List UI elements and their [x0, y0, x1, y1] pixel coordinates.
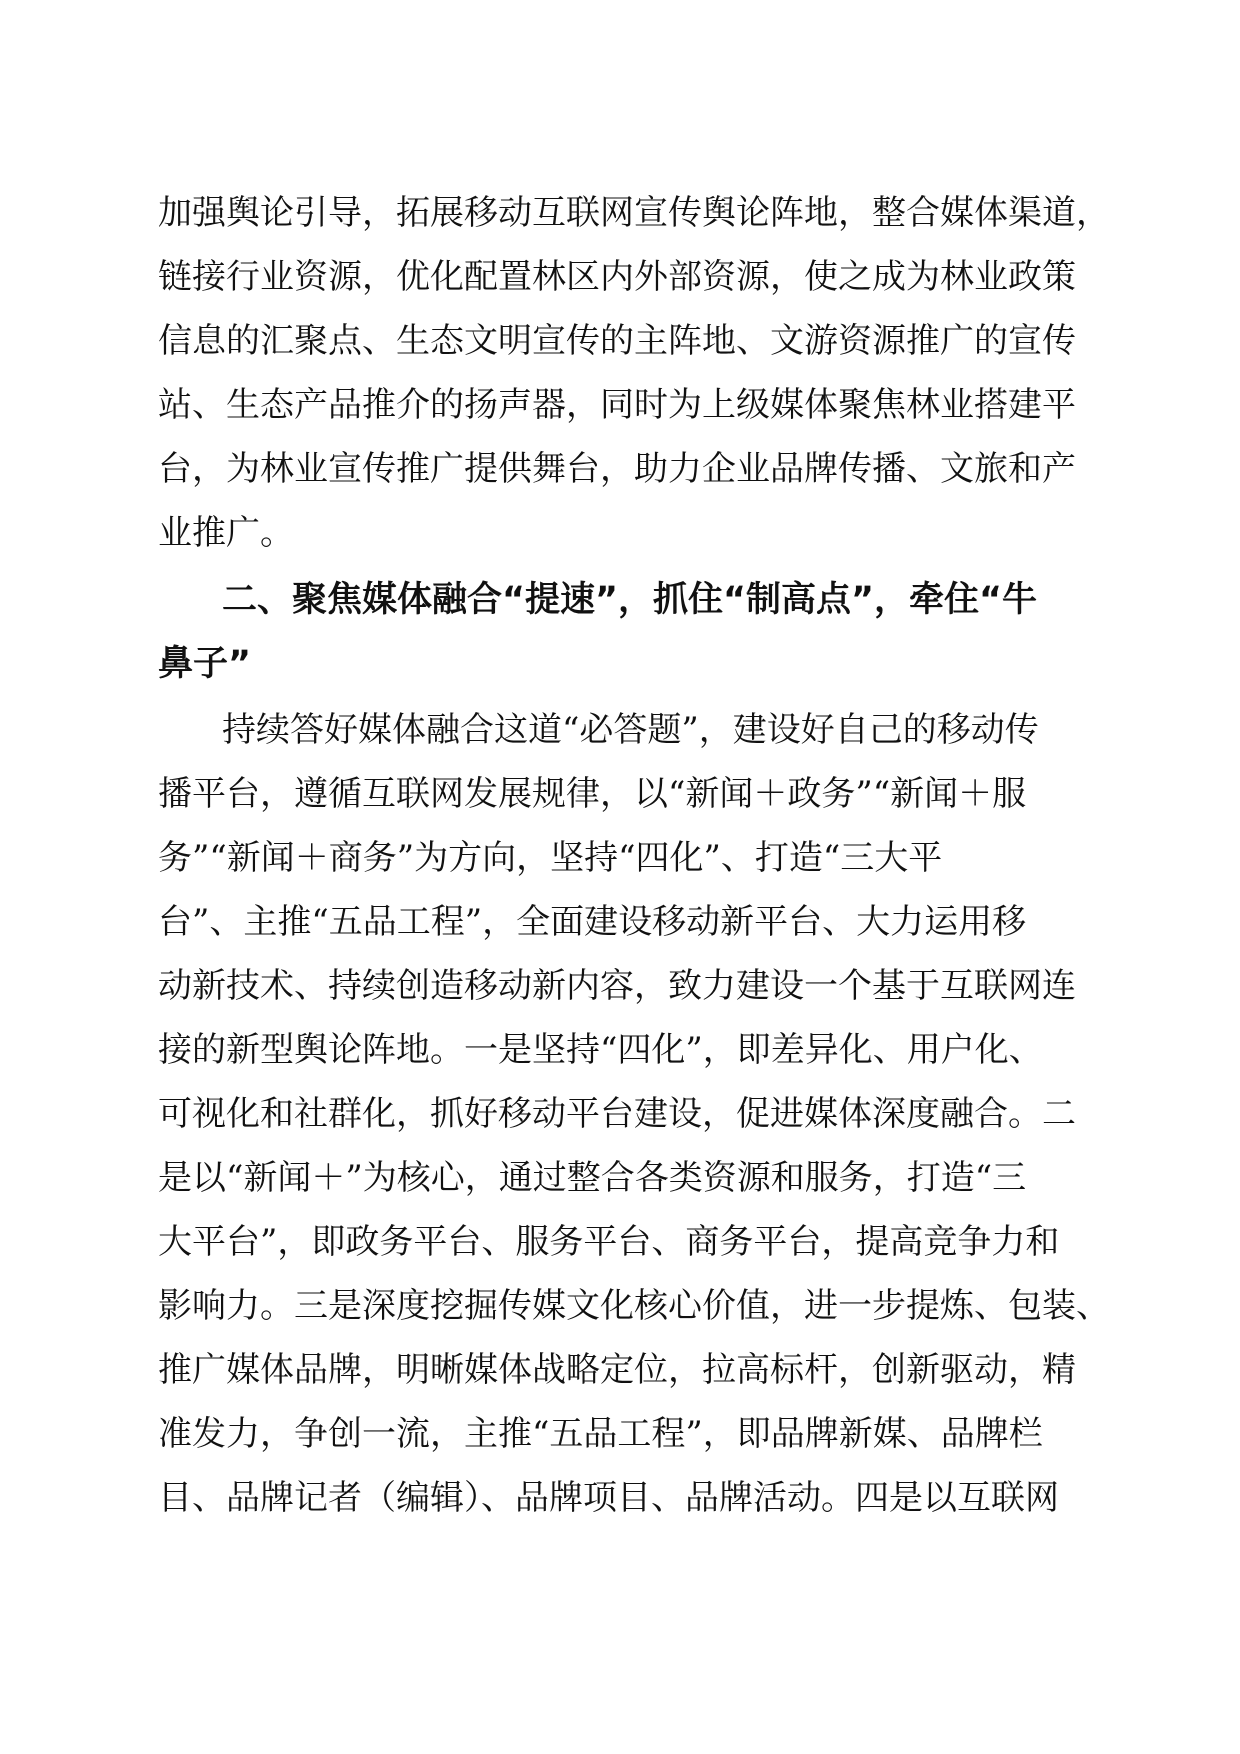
paragraph-line: 台，为林业宣传推广提供舞台，助力企业品牌传播、文旅和产 [158, 449, 1076, 489]
paragraph-line: 站、生态产品推介的扬声器，同时为上级媒体聚焦林业搭建平 [158, 385, 1076, 425]
paragraph-line: 大平台”，即政务平台、服务平台、商务平台，提高竞争力和 [158, 1222, 1060, 1262]
section-heading: 鼻子” [158, 644, 252, 684]
paragraph-line: 准发力，争创一流，主推“五品工程”，即品牌新媒、品牌栏 [158, 1414, 1043, 1454]
paragraph-line: 加强舆论引导，拓展移动互联网宣传舆论阵地，整合媒体渠道， [158, 193, 1110, 233]
paragraph-line: 业推广。 [158, 513, 294, 553]
paragraph-line: 信息的汇聚点、生态文明宣传的主阵地、文游资源推广的宣传 [158, 321, 1076, 361]
paragraph-line: 可视化和社群化，抓好移动平台建设，促进媒体深度融合。二 [158, 1094, 1076, 1134]
paragraph-line: 动新技术、持续创造移动新内容，致力建设一个基于互联网连 [158, 966, 1076, 1006]
paragraph-line: 持续答好媒体融合这道“必答题”，建设好自己的移动传 [222, 710, 1039, 750]
paragraph-line: 播平台，遵循互联网发展规律，以“新闻＋政务”“新闻＋服 [158, 774, 1027, 814]
paragraph-line: 目、品牌记者（编辑）、品牌项目、品牌活动。四是以互联网 [158, 1478, 1059, 1518]
paragraph-line: 链接行业资源，优化配置林区内外部资源，使之成为林业政策 [158, 257, 1076, 297]
paragraph-line: 务”“新闻＋商务”为方向，坚持“四化”、打造“三大平 [158, 838, 943, 878]
paragraph-line: 是以“新闻＋”为核心，通过整合各类资源和服务，打造“三 [158, 1158, 1027, 1198]
paragraph-line: 推广媒体品牌，明晰媒体战略定位，拉高标杆，创新驱动，精 [158, 1350, 1076, 1390]
paragraph-line: 接的新型舆论阵地。一是坚持“四化”，即差异化、用户化、 [158, 1030, 1043, 1070]
paragraph-line: 影响力。三是深度挖掘传媒文化核心价值，进一步提炼、包装、 [158, 1286, 1110, 1326]
paragraph-line: 台”、主推“五品工程”，全面建设移动新平台、大力运用移 [158, 902, 1027, 942]
section-heading: 二、聚焦媒体融合“提速”，抓住“制高点”，牵住“牛 [222, 580, 1038, 620]
